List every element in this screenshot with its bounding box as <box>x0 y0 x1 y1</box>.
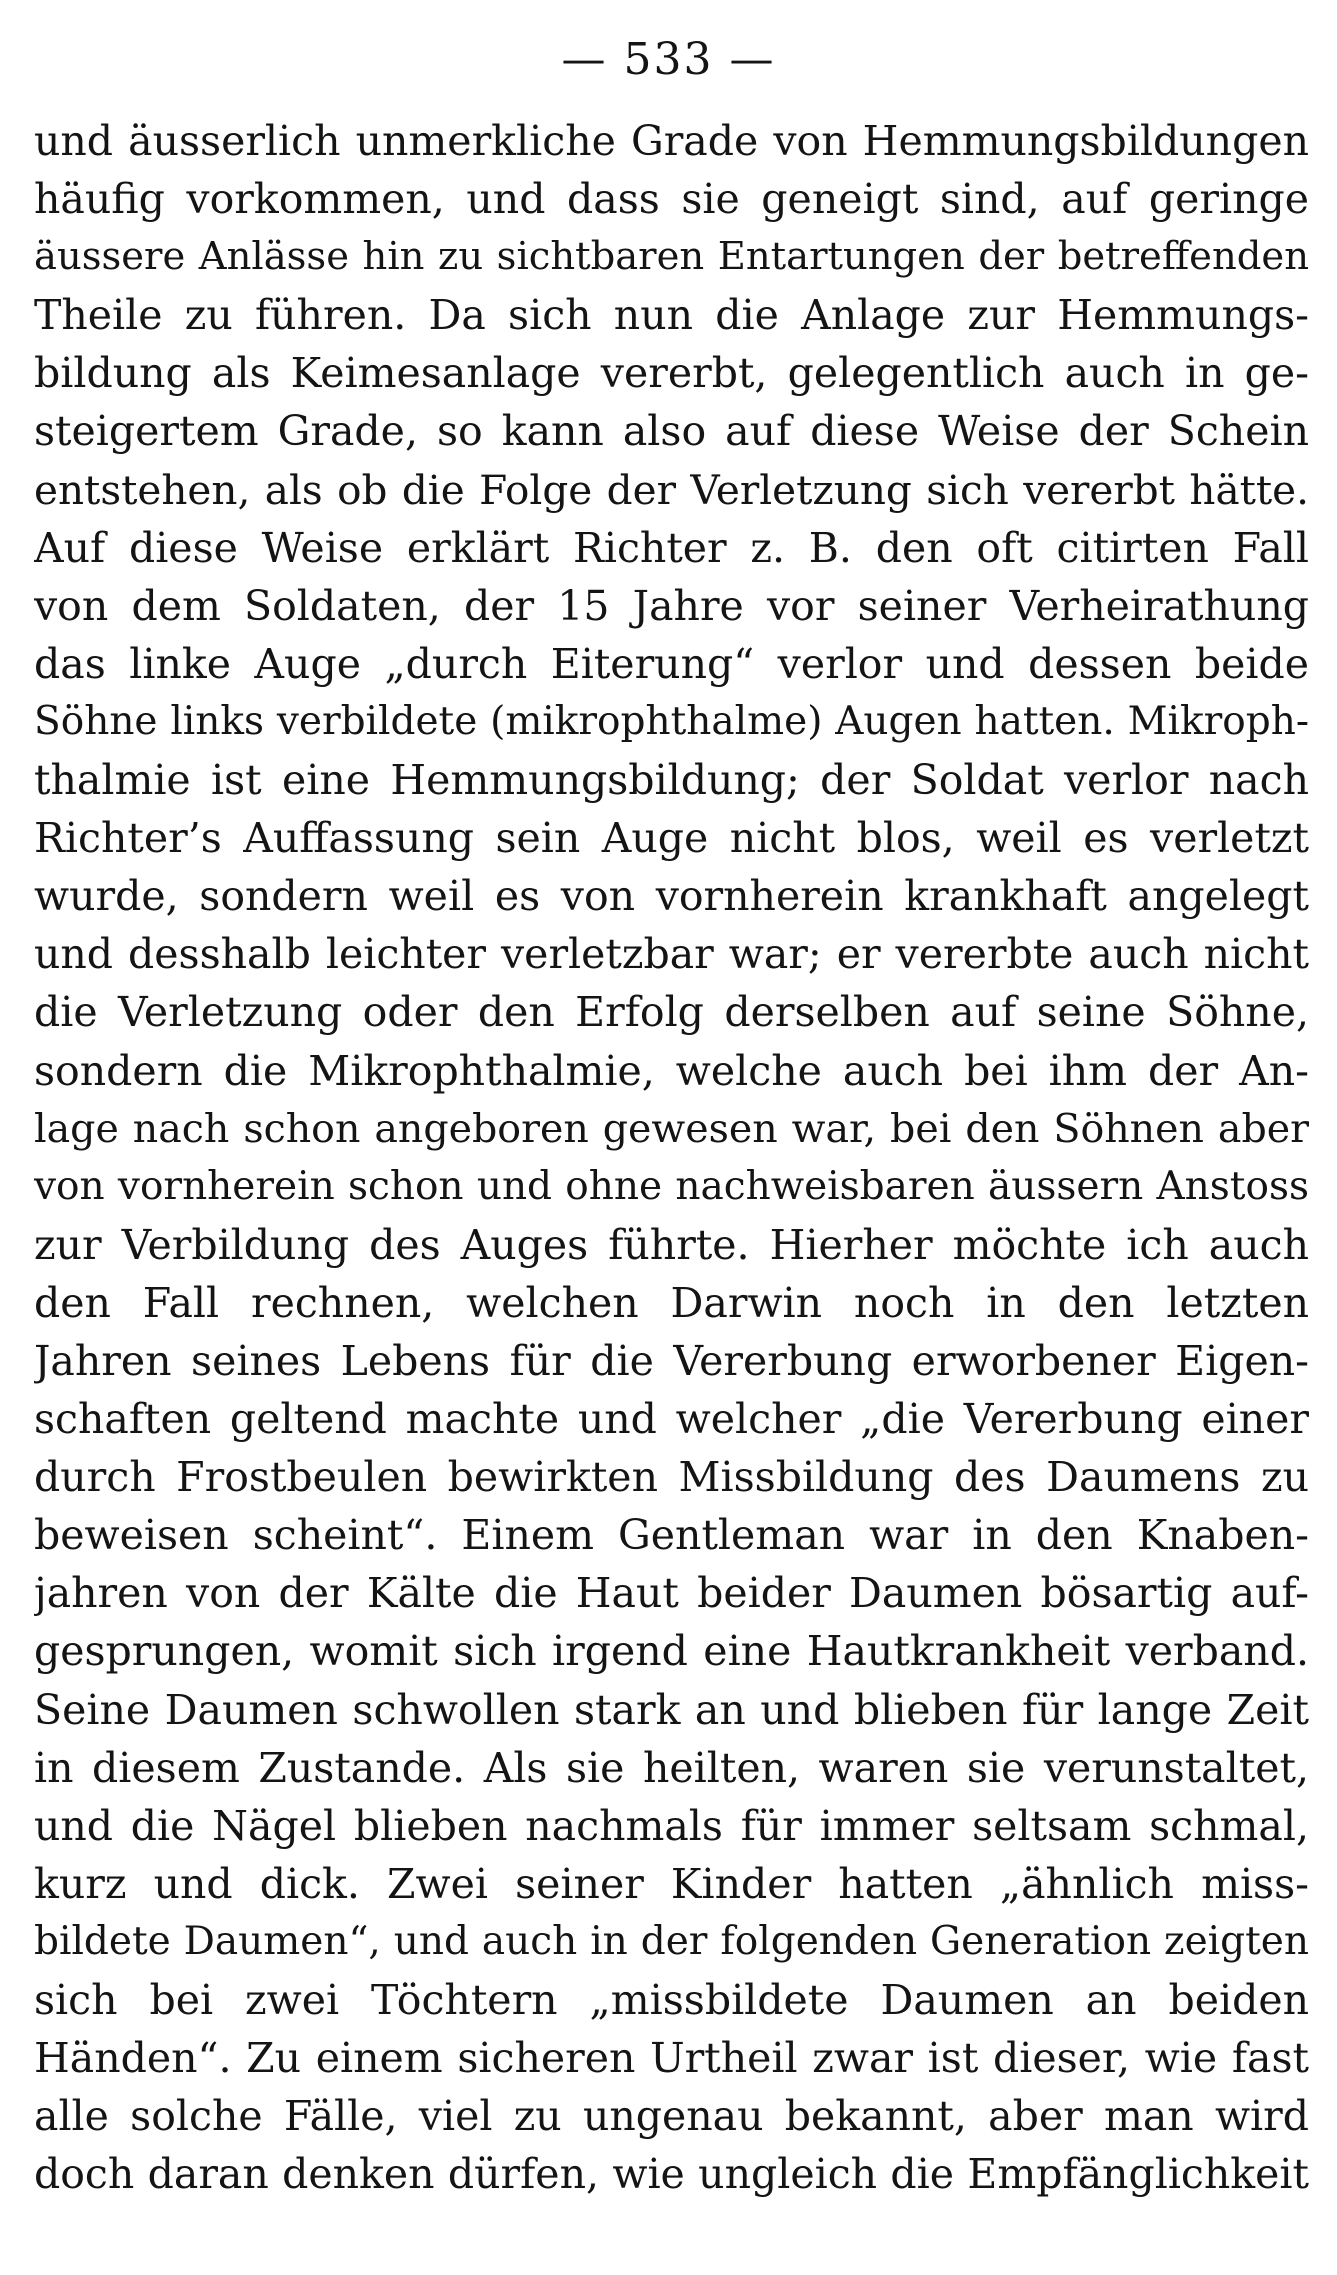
page-number: — 533 — <box>561 34 776 85</box>
text-line: in diesem Zustande. Als sie heilten, waren sie verunstaltet, <box>34 1743 1309 1792</box>
text-line: gesprungen, womit sich irgend eine Hautkrankheit verband. <box>34 1627 1309 1676</box>
text-line: Jahren seines Lebens für die Vererbung erworbener Eigen- <box>34 1336 1309 1385</box>
text-line: Auf diese Weise erklärt Richter z. B. den oft citirten Fall <box>34 523 1309 572</box>
text-line: häufig vorkommen, und dass sie geneigt sind, auf geringe <box>34 175 1309 224</box>
text-line: und desshalb leichter verletzbar war; er vererbte auch nicht <box>34 930 1309 979</box>
text-line: den Fall rechnen, welchen Darwin noch in den letzten <box>34 1278 1309 1327</box>
text-line: beweisen scheint“. Einem Gentleman war in den Knaben- <box>34 1511 1309 1560</box>
text-line: alle solche Fälle, viel zu ungenau bekannt, aber man wird <box>34 2092 1309 2141</box>
text-line: von vornherein schon und ohne nachweisbaren äussern Anstoss <box>34 1163 1309 1209</box>
text-line: durch Frostbeulen bewirkten Missbildung des Daumens zu <box>34 1453 1309 1502</box>
text-line: jahren von der Kälte die Haut beider Daumen bösartig auf- <box>34 1569 1309 1618</box>
text-line: bildete Daumen“, und auch in der folgenden Generation zeigten <box>34 1918 1309 1964</box>
text-line: steigertem Grade, so kann also auf diese Weise der Schein <box>34 407 1309 456</box>
text-line: schaften geltend machte und welcher „die Vererbung einer <box>34 1395 1309 1444</box>
text-line: entstehen, als ob die Folge der Verletzung sich vererbt hätte. <box>34 465 1309 514</box>
text-line: sondern die Mikrophthalmie, welche auch bei ihm der An- <box>34 1046 1309 1095</box>
text-line: und äusserlich unmerkliche Grade von Hemmungsbildungen <box>34 117 1309 165</box>
text-line: kurz und dick. Zwei seiner Kinder hatten „ähnlich miss- <box>34 1859 1309 1908</box>
body-text <box>34 112 1309 2203</box>
text-line: wurde, sondern weil es von vornherein krankhaft angelegt <box>34 872 1309 921</box>
text-line: äussere Anlässe hin zu sichtbaren Entartungen der betreffenden <box>34 234 1309 280</box>
text-line: und die Nägel blieben nachmals für immer seltsam schmal, <box>34 1801 1309 1850</box>
text-line: zur Verbildung des Auges führte. Hierher möchte ich auch <box>34 1220 1309 1269</box>
text-line: Händen“. Zu einem sicheren Urtheil zwar ist dieser, wie fast <box>34 2034 1309 2083</box>
text-line: bildung als Keimesanlage vererbt, gelegentlich auch in ge- <box>34 349 1309 398</box>
text-line: doch daran denken dürfen, wie ungleich die Empfänglichkeit <box>34 2150 1309 2199</box>
text-line: thalmie ist eine Hemmungsbildung; der Soldat verlor nach <box>34 756 1309 805</box>
text-line: Söhne links verbildete (mikrophthalme) Augen hatten. Mikroph- <box>34 698 1309 744</box>
text-line: von dem Soldaten, der 15 Jahre vor seiner Verheirathung <box>34 581 1309 630</box>
text-line: Richter’s Auffassung sein Auge nicht blos, weil es verletzt <box>34 814 1309 863</box>
text-line: lage nach schon angeboren gewesen war, bei den Söhnen aber <box>34 1105 1309 1152</box>
text-line: Theile zu führen. Da sich nun die Anlage zur Hemmungs- <box>34 291 1309 340</box>
text-line: die Verletzung oder den Erfolg derselben auf seine Söhne, <box>34 988 1309 1037</box>
text-line: sich bei zwei Töchtern „missbildete Daumen an beiden <box>34 1976 1309 2024</box>
text-line: Seine Daumen schwollen stark an und blieben für lange Zeit <box>34 1685 1309 1734</box>
text-line: das linke Auge „durch Eiterung“ verlor und dessen beide <box>34 639 1309 688</box>
